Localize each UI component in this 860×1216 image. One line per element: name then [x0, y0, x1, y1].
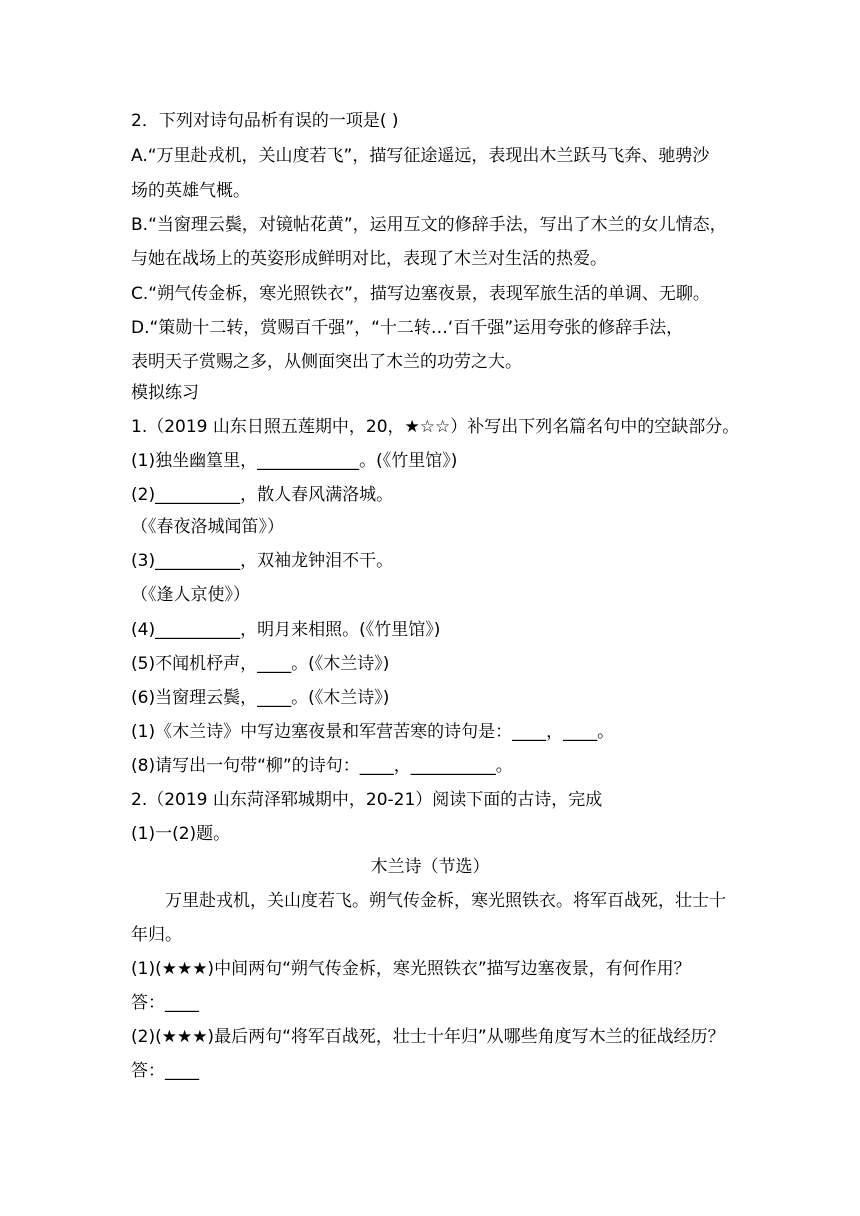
sub-question-2: (2)(★★★)最后两句“将军百战死，壮士十年归”从哪些角度写木兰的征战经历？ [131, 1027, 725, 1047]
option-a-line-2: 场的英雄气概。 [131, 181, 250, 201]
section-heading: 模拟练习 [131, 383, 199, 403]
answer-1: 答：____ [131, 993, 199, 1013]
fill-blank-7: (1)《木兰诗》中写边塞夜景和军营苦寒的诗句是：____，____。 [131, 722, 615, 742]
option-b-line-1: B.“当窗理云鬓，对镜帖花黄”，运用互文的修辞手法，写出了木兰的女儿情态， [131, 215, 727, 235]
option-b-line-2: 与她在战场上的英姿形成鲜明对比，表现了木兰对生活的热爱。 [131, 249, 607, 269]
fill-blank-8: (8)请写出一句带“柳”的诗句：____，__________。 [131, 756, 513, 776]
poem-text-line-1: 万里赴戎机，关山度若飞。朔气传金柝，寒光照铁衣。将军百战死，壮士十 [165, 891, 726, 911]
exercise-1-stem: 1.（2019 山东日照五莲期中，20，★☆☆）补写出下列名篇名句中的空缺部分。 [131, 417, 740, 437]
fill-blank-4: (4)__________，明月来相照。(《竹里馆》) [131, 620, 441, 640]
fill-blank-1: (1)独坐幽篁里，____________。(《竹里馆》) [131, 451, 458, 471]
answer-2: 答：____ [131, 1061, 199, 1081]
option-d-line-1: D.“策勋十二转，赏赐百千强”，“十二转…‘百千强”运用夸张的修辞手法， [131, 318, 684, 338]
poem-text-line-2: 年归。 [131, 925, 182, 945]
fill-blank-5: (5)不闻机杼声，____。(《木兰诗》) [131, 654, 390, 674]
option-c: C.“朔气传金柝，寒光照铁衣”，描写边塞夜景，表现军旅生活的单调、无聊。 [131, 284, 710, 304]
exercise-2-stem: 2.（2019 山东菏泽郓城期中，20-21）阅读下面的古诗，完成 [131, 790, 603, 810]
poem-title: 木兰诗（节选） [370, 857, 490, 877]
fill-blank-3-source: （《逢人京使》） [131, 585, 250, 605]
fill-blank-2: (2)__________，散人春风满洛城。 [131, 485, 394, 505]
option-a-line-1: A.“万里赴戎机，关山度若飞”，描写征途遥远，表现出木兰跃马飞奔、驰骋沙 [131, 146, 710, 166]
fill-blank-6: (6)当窗理云鬓，____。(《木兰诗》) [131, 688, 390, 708]
option-d-line-2: 表明天子赏赐之多，从侧面突出了木兰的功劳之大。 [131, 352, 522, 372]
sub-question-1: (1)(★★★)中间两句“朔气传金柝，寒光照铁衣”描写边塞夜景，有何作用？ [131, 959, 691, 979]
fill-blank-2-source: （《春夜洛城闻笛》） [131, 517, 284, 537]
fill-blank-3: (3)__________，双袖龙钟泪不干。 [131, 551, 394, 571]
question-2-stem: 2．下列对诗句品析有误的一项是( ) [131, 111, 399, 131]
exercise-2-stem-cont: (1)一(2)题。 [131, 824, 231, 844]
